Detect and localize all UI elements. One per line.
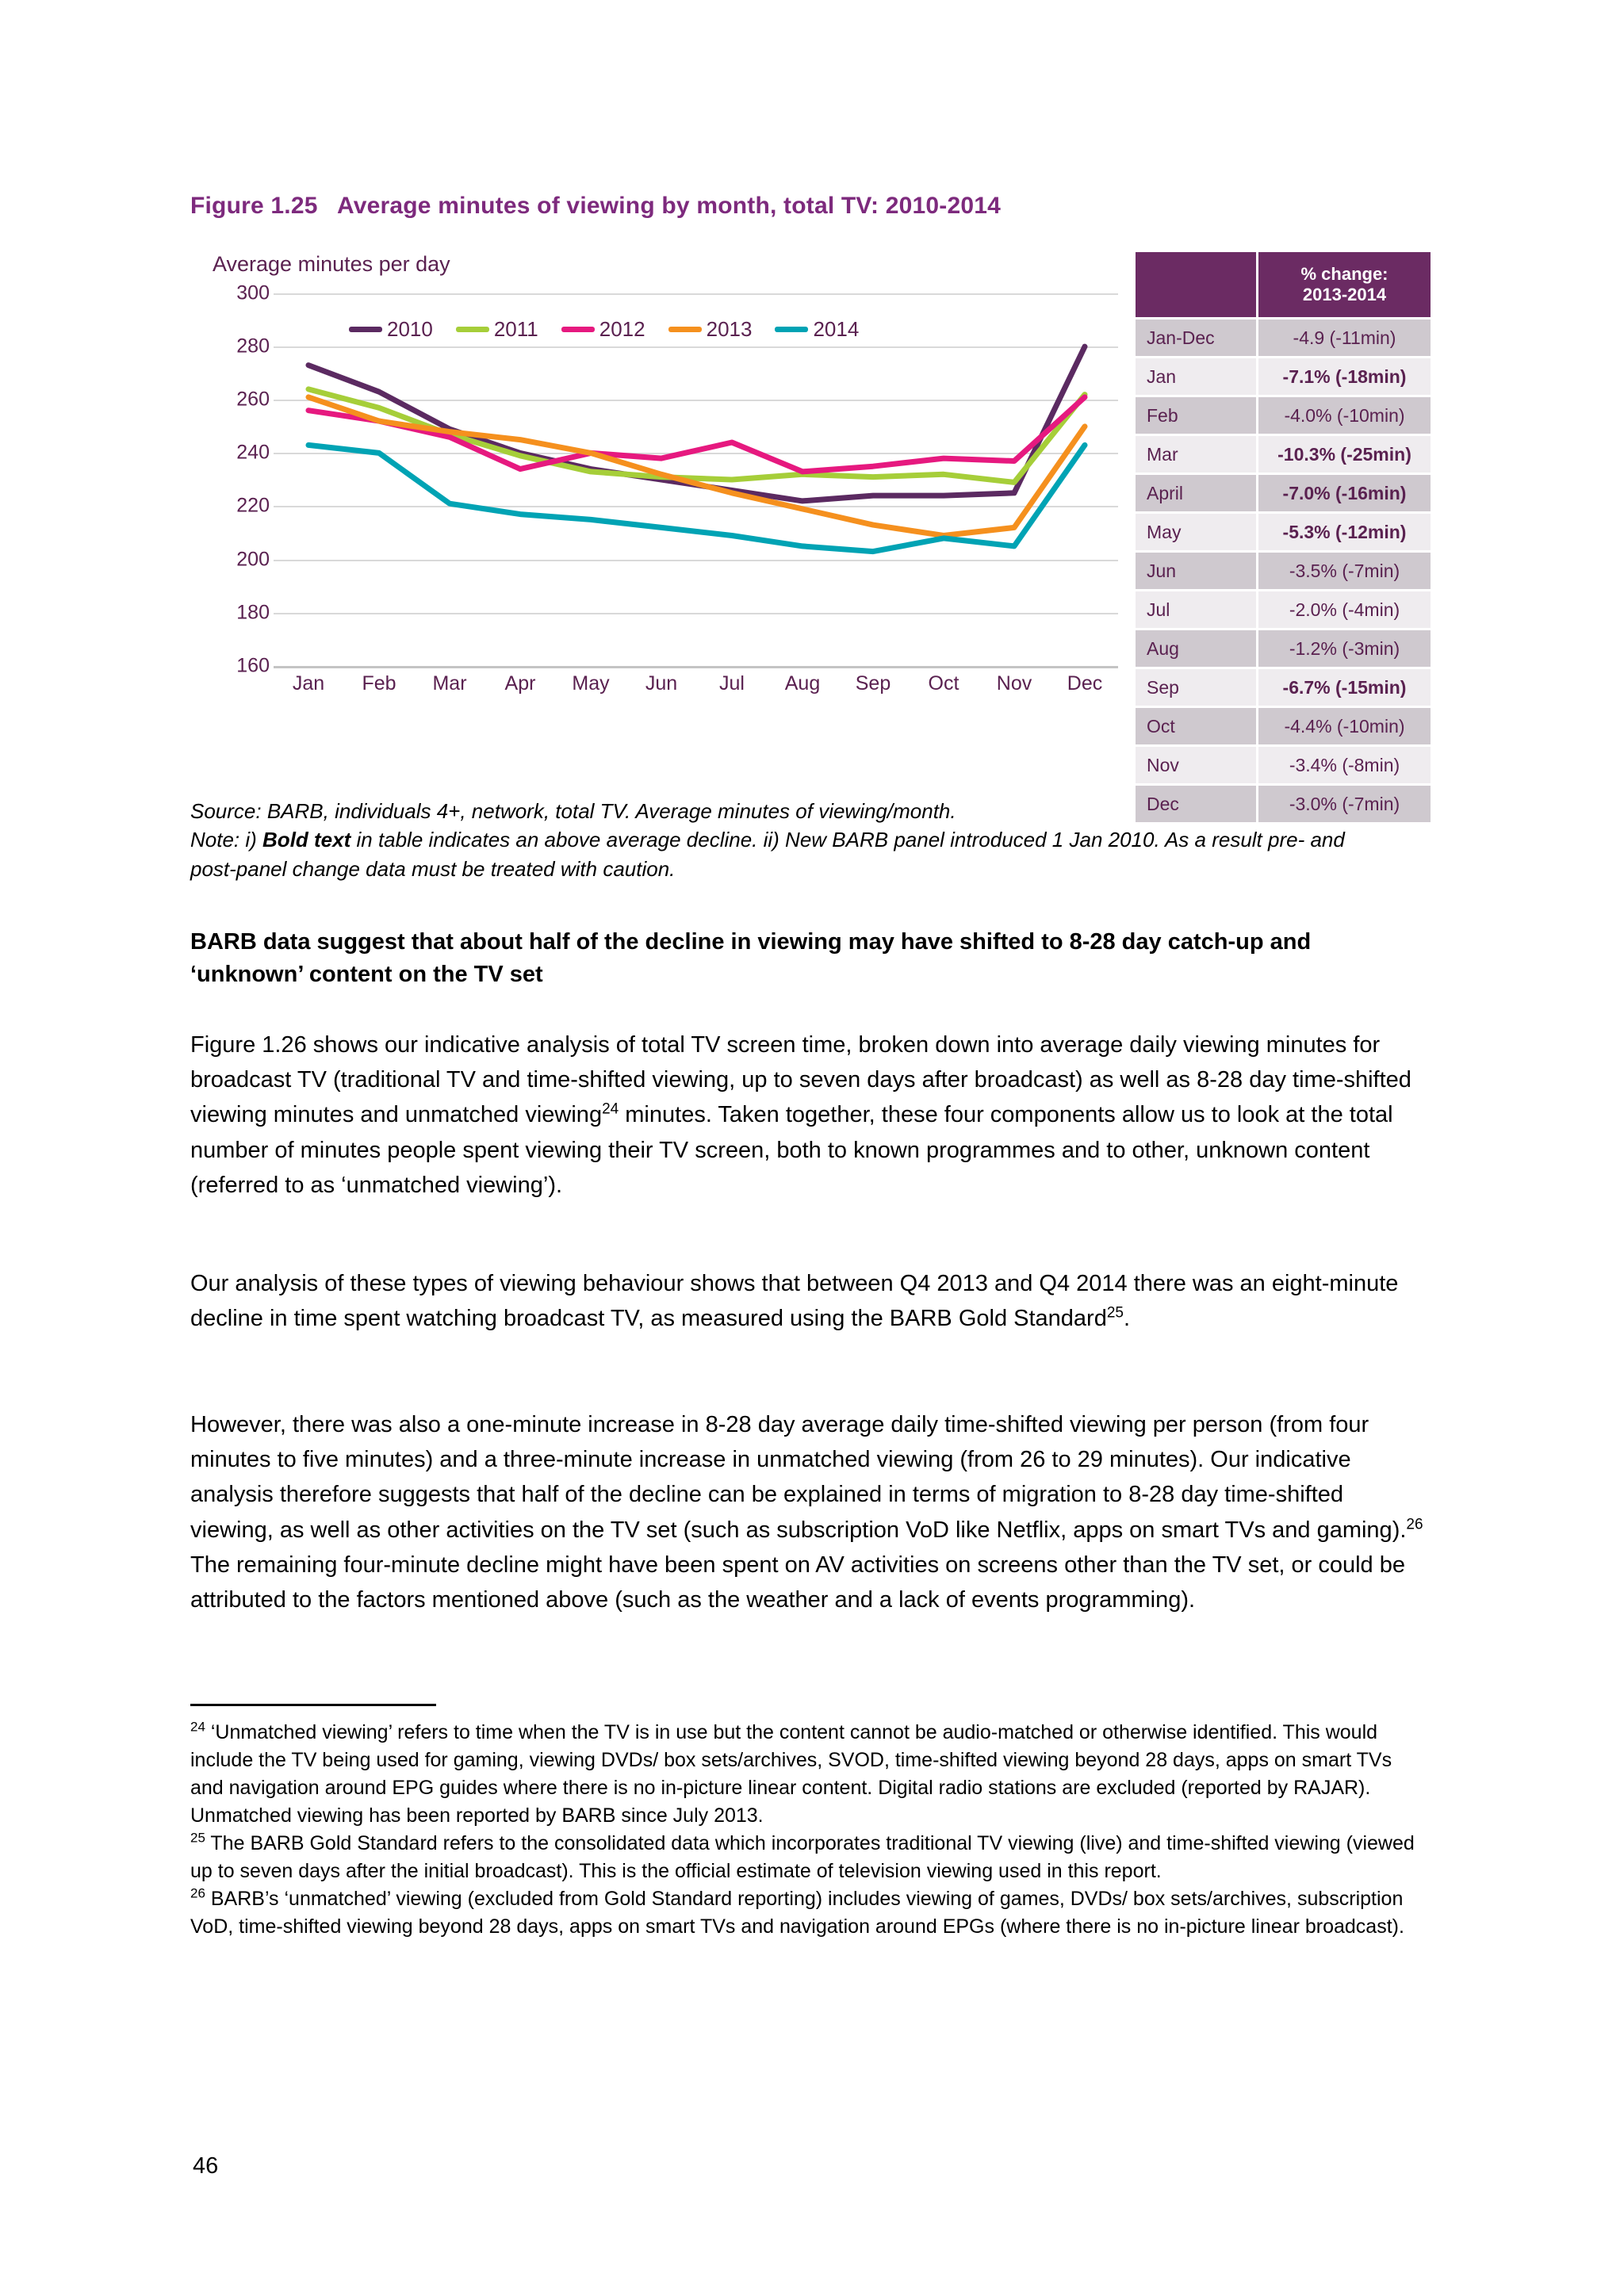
source-line: Source: BARB, individuals 4+, network, total TV. Average minutes of viewing/month. <box>190 799 956 823</box>
footnote-ref-24[interactable]: 24 <box>602 1100 619 1118</box>
table-header-line1: % change: <box>1300 264 1388 285</box>
table-cell-change: -2.0% (-4min) <box>1258 591 1431 628</box>
y-tick-280: 280 <box>236 335 270 358</box>
footnote-24-text: ‘Unmatched viewing’ refers to time when the TV is in use but the content cannot be audio-matched or otherwise identified. This would include the TV being used for gaming, viewing DVDs/ box sets/archives, SVOD, time-shifted viewing beyond 28 days, apps on smart TVs and navigation around EPG guides where there is no in-picture linear content. Digital radio stations are excluded (reported by RAJAR). Unmatched viewing has been reported by BARB since July 2013. <box>190 1721 1392 1827</box>
x-tick-mar: Mar <box>432 672 467 695</box>
table-cell-month: Oct <box>1136 708 1256 744</box>
legend-label-2011: 2011 <box>493 317 538 341</box>
table-cell-change: -6.7% (-15min) <box>1258 669 1431 706</box>
chart-plot-area <box>236 281 1118 695</box>
legend-swatch-icon-2011 <box>456 327 489 332</box>
x-tick-jan: Jan <box>292 672 325 695</box>
y-tick-160: 160 <box>236 654 270 677</box>
legend-swatch-icon-2012 <box>561 327 595 332</box>
footnote-25 <box>190 1830 1415 1885</box>
footnote-24-marker: 24 <box>190 1719 205 1735</box>
table-cell-change: -7.0% (-16min) <box>1258 475 1431 511</box>
footnote-24 <box>190 1719 1415 1830</box>
table-row <box>1136 553 1431 589</box>
legend-label-2010: 2010 <box>387 317 433 341</box>
figure-number: Figure 1.25 <box>190 193 318 219</box>
footnote-26-text: BARB’s ‘unmatched’ viewing (excluded from Gold Standard reporting) includes viewing of games, DVDs/ box sets/archives, subscription VoD, time-shifted viewing beyond 28 days, apps on smart TVs and navigation around EPGs (where there is no in-picture linear broadcast). <box>190 1888 1404 1938</box>
paragraph3-part-b: The remaining four-minute decline might have been spent on AV activities on screens other than the TV set, or could be attributed to the factors mentioned above (such as the weather and a lack of events programming). <box>190 1552 1405 1613</box>
x-tick-feb: Feb <box>362 672 396 695</box>
y-tick-260: 260 <box>236 388 270 411</box>
x-tick-oct: Oct <box>928 672 959 695</box>
legend-label-2014: 2014 <box>813 317 860 341</box>
body-paragraph-1 <box>190 1027 1423 1203</box>
table-cell-month: Sep <box>1136 669 1256 706</box>
footnote-25-marker: 25 <box>190 1830 205 1846</box>
legend-item-2011[interactable] <box>456 317 538 342</box>
table-cell-change: -3.5% (-7min) <box>1258 553 1431 589</box>
table-row <box>1136 436 1431 473</box>
footnotes-block <box>190 1719 1415 1941</box>
table-cell-change: -4.4% (-10min) <box>1258 708 1431 744</box>
legend-item-2013[interactable] <box>668 317 753 342</box>
footnote-25-text: The BARB Gold Standard refers to the consolidated data which incorporates traditional TV viewing (live) and time-shifted viewing (viewed up to seven days after the initial broadcast). This is the official estimate of television viewing used in this report. <box>190 1832 1415 1882</box>
table-row <box>1136 669 1431 706</box>
table-cell-change: -10.3% (-25min) <box>1258 436 1431 473</box>
y-tick-180: 180 <box>236 601 270 624</box>
source-note <box>190 797 1388 883</box>
note-bold-text: Bold text <box>262 828 351 852</box>
table-row <box>1136 630 1431 667</box>
table-row <box>1136 358 1431 395</box>
table-row <box>1136 514 1431 550</box>
page-number: 46 <box>193 2153 219 2179</box>
legend-swatch-icon-2013 <box>668 327 702 332</box>
table-cell-month: Jan <box>1136 358 1256 395</box>
table-cell-month: Jul <box>1136 591 1256 628</box>
table-header-value <box>1258 252 1431 317</box>
body-paragraph-2 <box>190 1266 1423 1336</box>
legend-swatch-icon-2014 <box>775 327 808 332</box>
y-tick-240: 240 <box>236 441 270 464</box>
x-tick-jul: Jul <box>719 672 745 695</box>
table-body <box>1136 320 1431 822</box>
table-row <box>1136 747 1431 783</box>
x-tick-may: May <box>572 672 610 695</box>
footnote-separator <box>190 1704 436 1706</box>
note-line <box>190 825 1388 883</box>
y-tick-200: 200 <box>236 548 270 571</box>
table-header-row <box>1136 252 1431 317</box>
table-cell-change: -5.3% (-12min) <box>1258 514 1431 550</box>
x-tick-apr: Apr <box>504 672 536 695</box>
percent-change-table <box>1136 252 1431 822</box>
table-cell-month: April <box>1136 475 1256 511</box>
table-row <box>1136 591 1431 628</box>
legend-item-2012[interactable] <box>561 317 645 342</box>
table-header-line2: 2013-2014 <box>1302 285 1387 304</box>
table-cell-change: -1.2% (-3min) <box>1258 630 1431 667</box>
footnote-26-marker: 26 <box>190 1885 205 1901</box>
series-line-2011 <box>308 389 1085 483</box>
table-row <box>1136 320 1431 356</box>
x-tick-sep: Sep <box>855 672 891 695</box>
chart-legend <box>349 317 859 342</box>
table-row <box>1136 397 1431 434</box>
footnote-26 <box>190 1885 1415 1941</box>
table-cell-change: -4.0% (-10min) <box>1258 397 1431 434</box>
table-cell-month: Mar <box>1136 436 1256 473</box>
paragraph1-part-a: Figure 1.26 shows our indicative analysis of total TV screen time, broken down into average daily viewing minutes for broadcast TV (traditional TV and time-shifted viewing, up to seven days after broadcast) as well as 8-28 day time-shifted viewing minutes and unmatched viewing <box>190 1032 1411 1128</box>
gridline-160-axis <box>274 666 1118 668</box>
chart-y-axis-label: Average minutes per day <box>213 252 450 276</box>
legend-label-2013: 2013 <box>706 317 753 341</box>
table-cell-month: Dec <box>1136 786 1256 822</box>
body-paragraph-3 <box>190 1407 1423 1617</box>
figure-title-text: Average minutes of viewing by month, total TV: 2010-2014 <box>337 193 1001 219</box>
series-line-2012 <box>308 397 1085 472</box>
table-header-blank <box>1136 252 1256 317</box>
paragraph3-part-a: However, there was also a one-minute increase in 8-28 day average daily time-shifted viewing per person (from four minutes to five minutes) and a three-minute increase in unmatched viewing (from 26 to 29 minutes). Our indicative analysis therefore suggests that half of the decline can be explained in terms of migration to 8-28 day time-shifted viewing, as well as other activities on the TV set (such as subscription VoD like Netflix, apps on smart TVs and gaming). <box>190 1412 1407 1543</box>
x-tick-nov: Nov <box>996 672 1032 695</box>
note-rest: in table indicates an above average decline. ii) New BARB panel introduced 1 Jan 2010. As a result pre- and post-panel change data must be treated with caution. <box>190 828 1345 881</box>
table-cell-change: -4.9 (-11min) <box>1258 320 1431 356</box>
figure-title <box>190 193 1001 220</box>
legend-swatch-icon-2010 <box>349 327 382 332</box>
legend-item-2014[interactable] <box>775 317 859 342</box>
table-row <box>1136 708 1431 744</box>
footnote-ref-25[interactable]: 25 <box>1106 1304 1124 1322</box>
footnote-ref-26[interactable]: 26 <box>1406 1516 1423 1533</box>
table-cell-change: -3.0% (-7min) <box>1258 786 1431 822</box>
paragraph1-part-b: minutes. Taken together, these four components allow us to look at the total number of minutes people spent viewing their TV screen, both to known programmes and to other, unknown content (referred to as ‘unmatched viewing’). <box>190 1102 1393 1198</box>
table-cell-month: Feb <box>1136 397 1256 434</box>
table-cell-month: May <box>1136 514 1256 550</box>
x-tick-jun: Jun <box>645 672 678 695</box>
x-tick-aug: Aug <box>784 672 821 695</box>
chart-series-layer <box>274 293 1118 666</box>
note-prefix: Note: i) <box>190 828 263 852</box>
table-cell-change: -3.4% (-8min) <box>1258 747 1431 783</box>
paragraph2-part-b: . <box>1123 1306 1131 1332</box>
x-tick-dec: Dec <box>1067 672 1103 695</box>
y-tick-220: 220 <box>236 494 270 517</box>
paragraph2-part-a: Our analysis of these types of viewing behaviour shows that between Q4 2013 and Q4 2014 there was an eight-minute decline in time spent watching broadcast TV, as measured using the BARB Gold Standard <box>190 1271 1399 1332</box>
legend-label-2012: 2012 <box>599 317 645 341</box>
table-cell-month: Jan-Dec <box>1136 320 1256 356</box>
y-tick-300: 300 <box>236 281 270 304</box>
table-cell-month: Nov <box>1136 747 1256 783</box>
table-cell-month: Jun <box>1136 553 1256 589</box>
section-subheading: BARB data suggest that about half of the decline in viewing may have shifted to 8-28 day catch-up and ‘unknown’ content on the TV set <box>190 929 1312 987</box>
table-cell-change: -7.1% (-18min) <box>1258 358 1431 395</box>
legend-item-2010[interactable] <box>349 317 433 342</box>
table-row <box>1136 475 1431 511</box>
table-cell-month: Aug <box>1136 630 1256 667</box>
